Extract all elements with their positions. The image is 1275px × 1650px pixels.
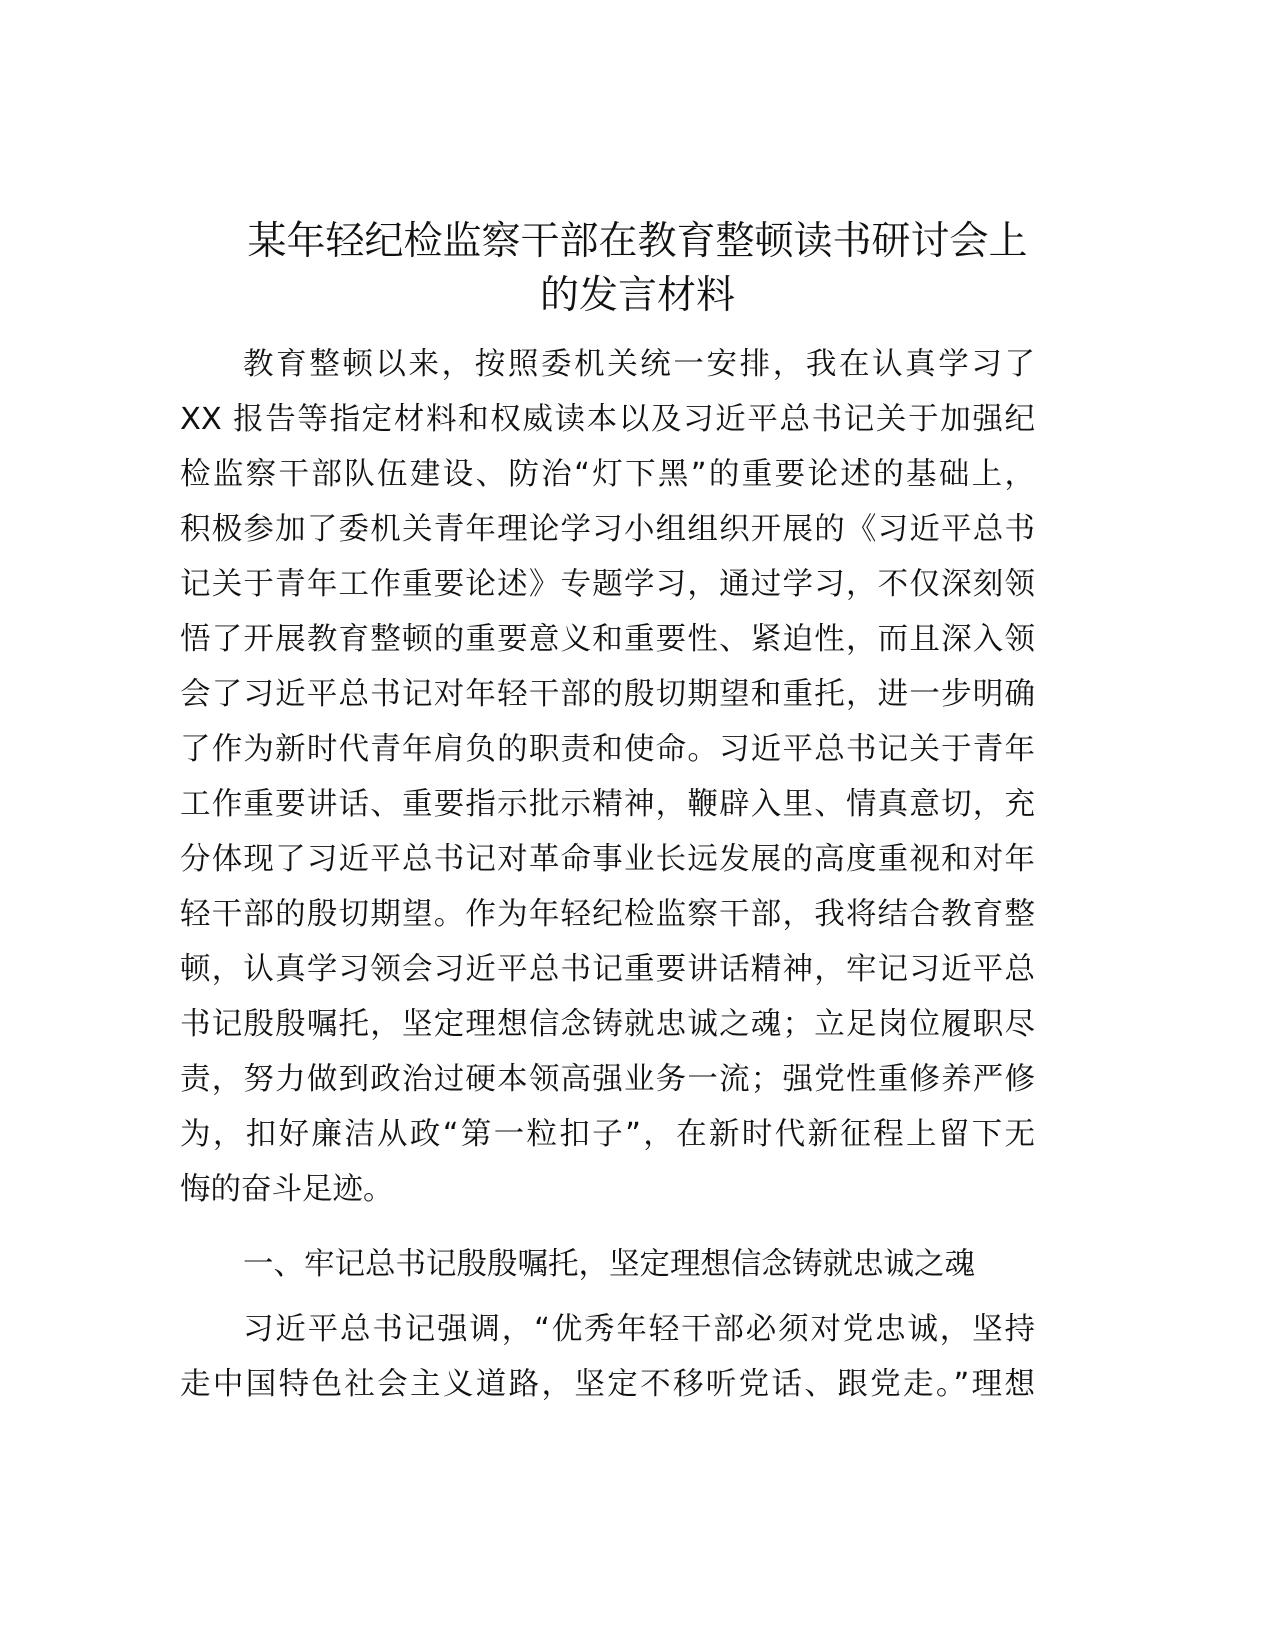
text-line: 工作重要讲话、重要指示批示精神，鞭辟入里、情真意切，充 xyxy=(180,787,1035,822)
text-line: 悟了开展教育整顿的重要意义和重要性、紧迫性，而且深入领 xyxy=(180,622,1035,657)
text-line: 记关于青年工作重要论述》专题学习，通过学习，不仅深刻领 xyxy=(180,567,1035,602)
text-line: XX 报告等指定材料和权威读本以及习近平总书记关于加强纪 xyxy=(180,402,1035,437)
text-line: 会了习近平总书记对年轻干部的殷切期望和重托，进一步明确 xyxy=(180,677,1035,712)
text-line: 了作为新时代青年肩负的职责和使命。习近平总书记关于青年 xyxy=(180,732,1035,767)
text-line: 顿，认真学习领会习近平总书记重要讲话精神，牢记习近平总 xyxy=(180,952,1035,987)
text-line: 检监察干部队伍建设、防治“灯下黑”的重要论述的基础上， xyxy=(180,457,1035,492)
text-line: 积极参加了委机关青年理论学习小组组织开展的《习近平总书 xyxy=(180,512,1035,547)
text-line: 责，努力做到政治过硬本领高强业务一流；强党性重修养严修 xyxy=(180,1062,1035,1097)
text-line: 书记殷殷嘱托，坚定理想信念铸就忠诚之魂；立足岗位履职尽 xyxy=(180,1007,1035,1042)
text-line: 走中国特色社会主义道路，坚定不移听党话、跟党走。”理想 xyxy=(180,1367,1035,1402)
text-line: 轻干部的殷切期望。作为年轻纪检监察干部，我将结合教育整 xyxy=(180,897,1035,932)
document-title-line-2: 的发言材料 xyxy=(539,273,735,318)
text-line: 教育整顿以来，按照委机关统一安排，我在认真学习了 xyxy=(243,347,1035,382)
section-heading-1: 一、牢记总书记殷殷嘱托，坚定理想信念铸就忠诚之魂 xyxy=(243,1247,975,1282)
document-title-line-1: 某年轻纪检监察干部在教育整顿读书研讨会上 xyxy=(247,219,1028,264)
text-line: 习近平总书记强调，“优秀年轻干部必须对党忠诚，坚持 xyxy=(243,1312,1035,1347)
text-line: 分体现了习近平总书记对革命事业长远发展的高度重视和对年 xyxy=(180,842,1035,877)
text-line: 为，扣好廉洁从政“第一粒扣子”，在新时代新征程上留下无 xyxy=(180,1117,1035,1152)
text-line: 悔的奋斗足迹。 xyxy=(180,1172,394,1207)
